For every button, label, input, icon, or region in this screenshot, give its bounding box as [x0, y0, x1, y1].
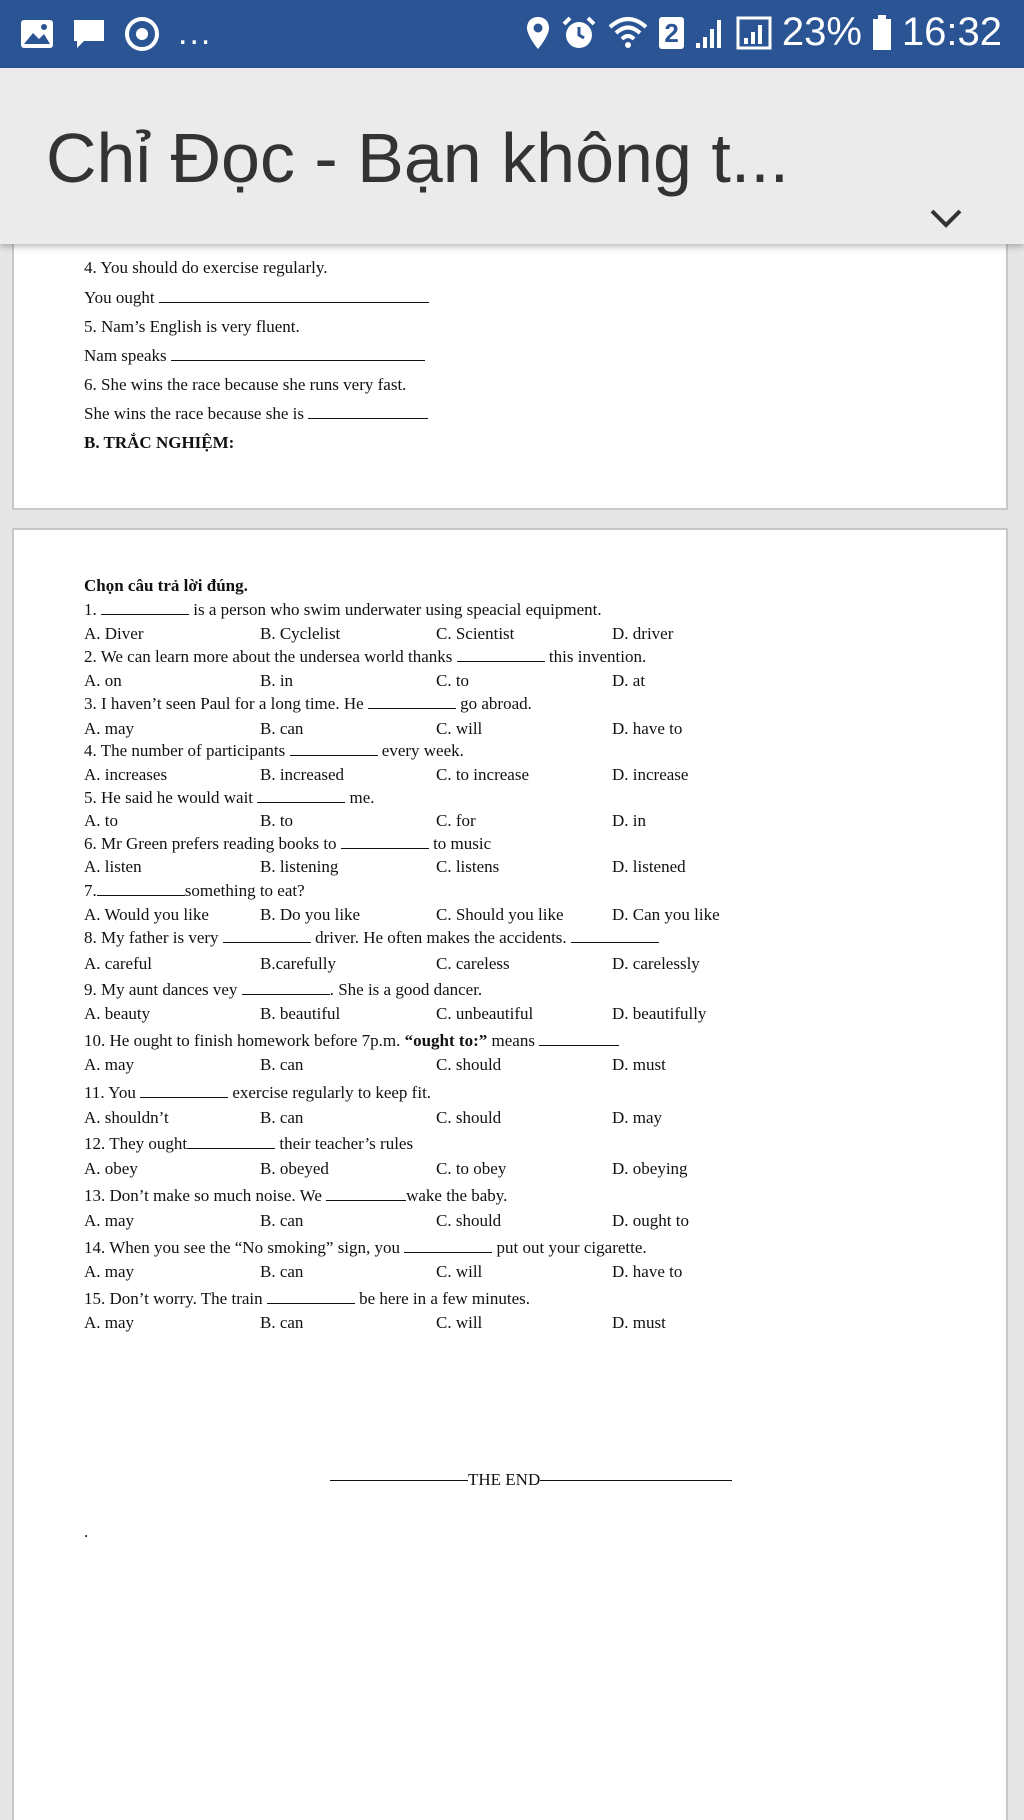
option-d: D. in	[612, 811, 646, 830]
option-c: C. should	[436, 1211, 502, 1230]
option-c: C. will	[436, 719, 483, 738]
option-a: A. may	[84, 1313, 135, 1332]
document-page-1	[12, 220, 1008, 510]
answer-blank	[571, 928, 659, 943]
option-b: B. can	[260, 1313, 304, 1332]
app-bar	[0, 68, 1024, 244]
gallery-icon	[20, 19, 54, 49]
option-c: C. careless	[436, 954, 510, 973]
option-d: D. must	[612, 1313, 666, 1332]
divider	[540, 1480, 732, 1481]
option-d: D. at	[612, 671, 646, 690]
option-d: D. must	[612, 1055, 666, 1074]
text-line: She wins the race because she is	[84, 404, 428, 424]
option-b: B. obeyed	[260, 1159, 329, 1178]
stray-dot: .	[84, 1522, 89, 1541]
answer-blank	[404, 1238, 492, 1253]
option-d: D. driver	[612, 624, 674, 643]
option-b: B. can	[260, 1262, 304, 1281]
option-b: B. increased	[260, 765, 345, 784]
question-11: 11. You exercise regularly to keep fit.	[84, 1083, 432, 1102]
location-icon	[525, 16, 551, 50]
option-a: A. shouldn’t	[84, 1108, 169, 1127]
answer-blank	[308, 404, 428, 419]
option-c: C. for	[436, 811, 476, 830]
option-b: B. can	[260, 1108, 304, 1127]
option-b: B.carefully	[260, 954, 336, 973]
question-12: 12. They ought their teacher’s rules	[84, 1134, 414, 1153]
instruction-heading: Chọn câu trả lời đúng.	[84, 576, 248, 595]
option-a: A. may	[84, 719, 135, 738]
option-c: C. Scientist	[436, 624, 515, 643]
answer-blank	[187, 1134, 275, 1149]
battery-icon	[872, 15, 892, 51]
option-b: B. in	[260, 671, 294, 690]
divider	[330, 1480, 468, 1481]
end-text: THE END	[468, 1470, 541, 1489]
option-a: A. Would you like	[84, 905, 209, 924]
option-c: C. to increase	[436, 765, 529, 784]
option-a: A. to	[84, 811, 118, 830]
answer-blank	[97, 881, 185, 896]
question-14: 14. When you see the “No smoking” sign, you put out your cigarette.	[84, 1238, 647, 1257]
text-line: 6. She wins the race because she runs very fast.	[84, 375, 407, 394]
question-3: 3. I haven’t seen Paul for a long time. He go abroad.	[84, 694, 532, 713]
answer-blank	[267, 1289, 355, 1304]
answer-blank	[290, 741, 378, 756]
document-title: Chỉ Đọc - Bạn không t...	[46, 119, 790, 197]
option-c: C. Should you like	[436, 905, 564, 924]
question-5: 5. He said he would wait me.	[84, 788, 375, 807]
question-15: 15. Don’t worry. The train be here in a few minutes.	[84, 1289, 531, 1308]
option-c: C. to	[436, 671, 470, 690]
option-d: D. carelessly	[612, 954, 700, 973]
option-d: D. obeying	[612, 1159, 688, 1178]
option-b: B. beautiful	[260, 1004, 341, 1023]
question-6: 6. Mr Green prefers reading books to to music	[84, 834, 492, 853]
document-page-2	[12, 528, 1008, 1820]
question-7: 7. something to eat?	[84, 881, 305, 900]
option-c: C. listens	[436, 857, 500, 876]
end-marker	[330, 1470, 732, 1490]
option-a: A. obey	[84, 1159, 138, 1178]
option-d: D. have to	[612, 1262, 683, 1281]
text-line: You ought	[84, 288, 429, 308]
chevron-down-icon[interactable]	[926, 204, 966, 232]
option-a: A. listen	[84, 857, 142, 876]
answer-blank	[341, 834, 429, 849]
answer-blank	[539, 1031, 619, 1046]
question-4: 4. The number of participants every week.	[84, 741, 464, 760]
answer-blank	[242, 980, 330, 995]
option-c: C. should	[436, 1108, 502, 1127]
more-notifications-text: ...	[178, 14, 213, 52]
question-9: 9. My aunt dances vey . She is a good dancer.	[84, 980, 483, 999]
option-a: A. may	[84, 1262, 135, 1281]
answer-blank	[140, 1083, 228, 1098]
message-icon	[72, 17, 106, 51]
answer-blank	[171, 346, 425, 361]
answer-blank	[257, 788, 345, 803]
option-c: C. to obey	[436, 1159, 507, 1178]
option-b: B. can	[260, 1055, 304, 1074]
option-a: A. increases	[84, 765, 168, 784]
wifi-icon	[607, 16, 649, 50]
option-a: A. beauty	[84, 1004, 151, 1023]
signal-box-icon	[736, 16, 772, 50]
question-1: 1. is a person who swim underwater using speacial equipment.	[84, 600, 602, 619]
alarm-icon	[561, 15, 597, 51]
section-heading: B. TRẮC NGHIỆM:	[84, 433, 235, 452]
option-d: D. have to	[612, 719, 683, 738]
option-a: A. careful	[84, 954, 152, 973]
battery-percent: 23%	[781, 10, 862, 54]
option-c: C. should	[436, 1055, 502, 1074]
sim-badge: 2	[659, 17, 683, 49]
option-b: B. Do you like	[260, 905, 361, 924]
option-b: B. can	[260, 1211, 304, 1230]
text-line: 5. Nam’s English is very fluent.	[84, 317, 300, 336]
text-line: 4. You should do exercise regularly.	[84, 258, 328, 277]
answer-blank	[223, 928, 311, 943]
option-d: D. ought to	[612, 1211, 689, 1230]
option-a: A. on	[84, 671, 122, 690]
question-8: 8. My father is very driver. He often makes the accidents.	[84, 928, 659, 948]
app-circle-icon	[124, 16, 160, 52]
option-d: D. increase	[612, 765, 689, 784]
option-a: A. may	[84, 1211, 135, 1230]
answer-blank	[457, 647, 545, 662]
option-a: A. may	[84, 1055, 135, 1074]
option-d: D. listened	[612, 857, 686, 876]
option-c: C. will	[436, 1313, 483, 1332]
answer-blank	[368, 694, 456, 709]
option-b: B. to	[260, 811, 294, 830]
question-13: 13. Don’t make so much noise. We wake the baby.	[84, 1186, 508, 1205]
answer-blank	[159, 288, 429, 303]
option-d: D. beautifully	[612, 1004, 707, 1023]
option-d: D. Can you like	[612, 905, 720, 924]
option-a: A. Diver	[84, 624, 144, 643]
option-c: C. unbeautiful	[436, 1004, 534, 1023]
option-d: D. may	[612, 1108, 663, 1127]
option-b: B. Cyclelist	[260, 624, 341, 643]
question-10: 10. He ought to finish homework before 7p.m. “ought to:” means	[84, 1031, 619, 1051]
option-c: C. will	[436, 1262, 483, 1281]
option-b: B. can	[260, 719, 304, 738]
answer-blank	[101, 600, 189, 615]
text-line: Nam speaks	[84, 346, 425, 366]
clock: 16:32	[901, 10, 1002, 54]
signal-icon	[694, 17, 726, 49]
answer-blank	[326, 1186, 406, 1201]
option-b: B. listening	[260, 857, 339, 876]
question-2: 2. We can learn more about the undersea world thanks this invention.	[84, 647, 647, 666]
status-bar	[0, 0, 1024, 68]
